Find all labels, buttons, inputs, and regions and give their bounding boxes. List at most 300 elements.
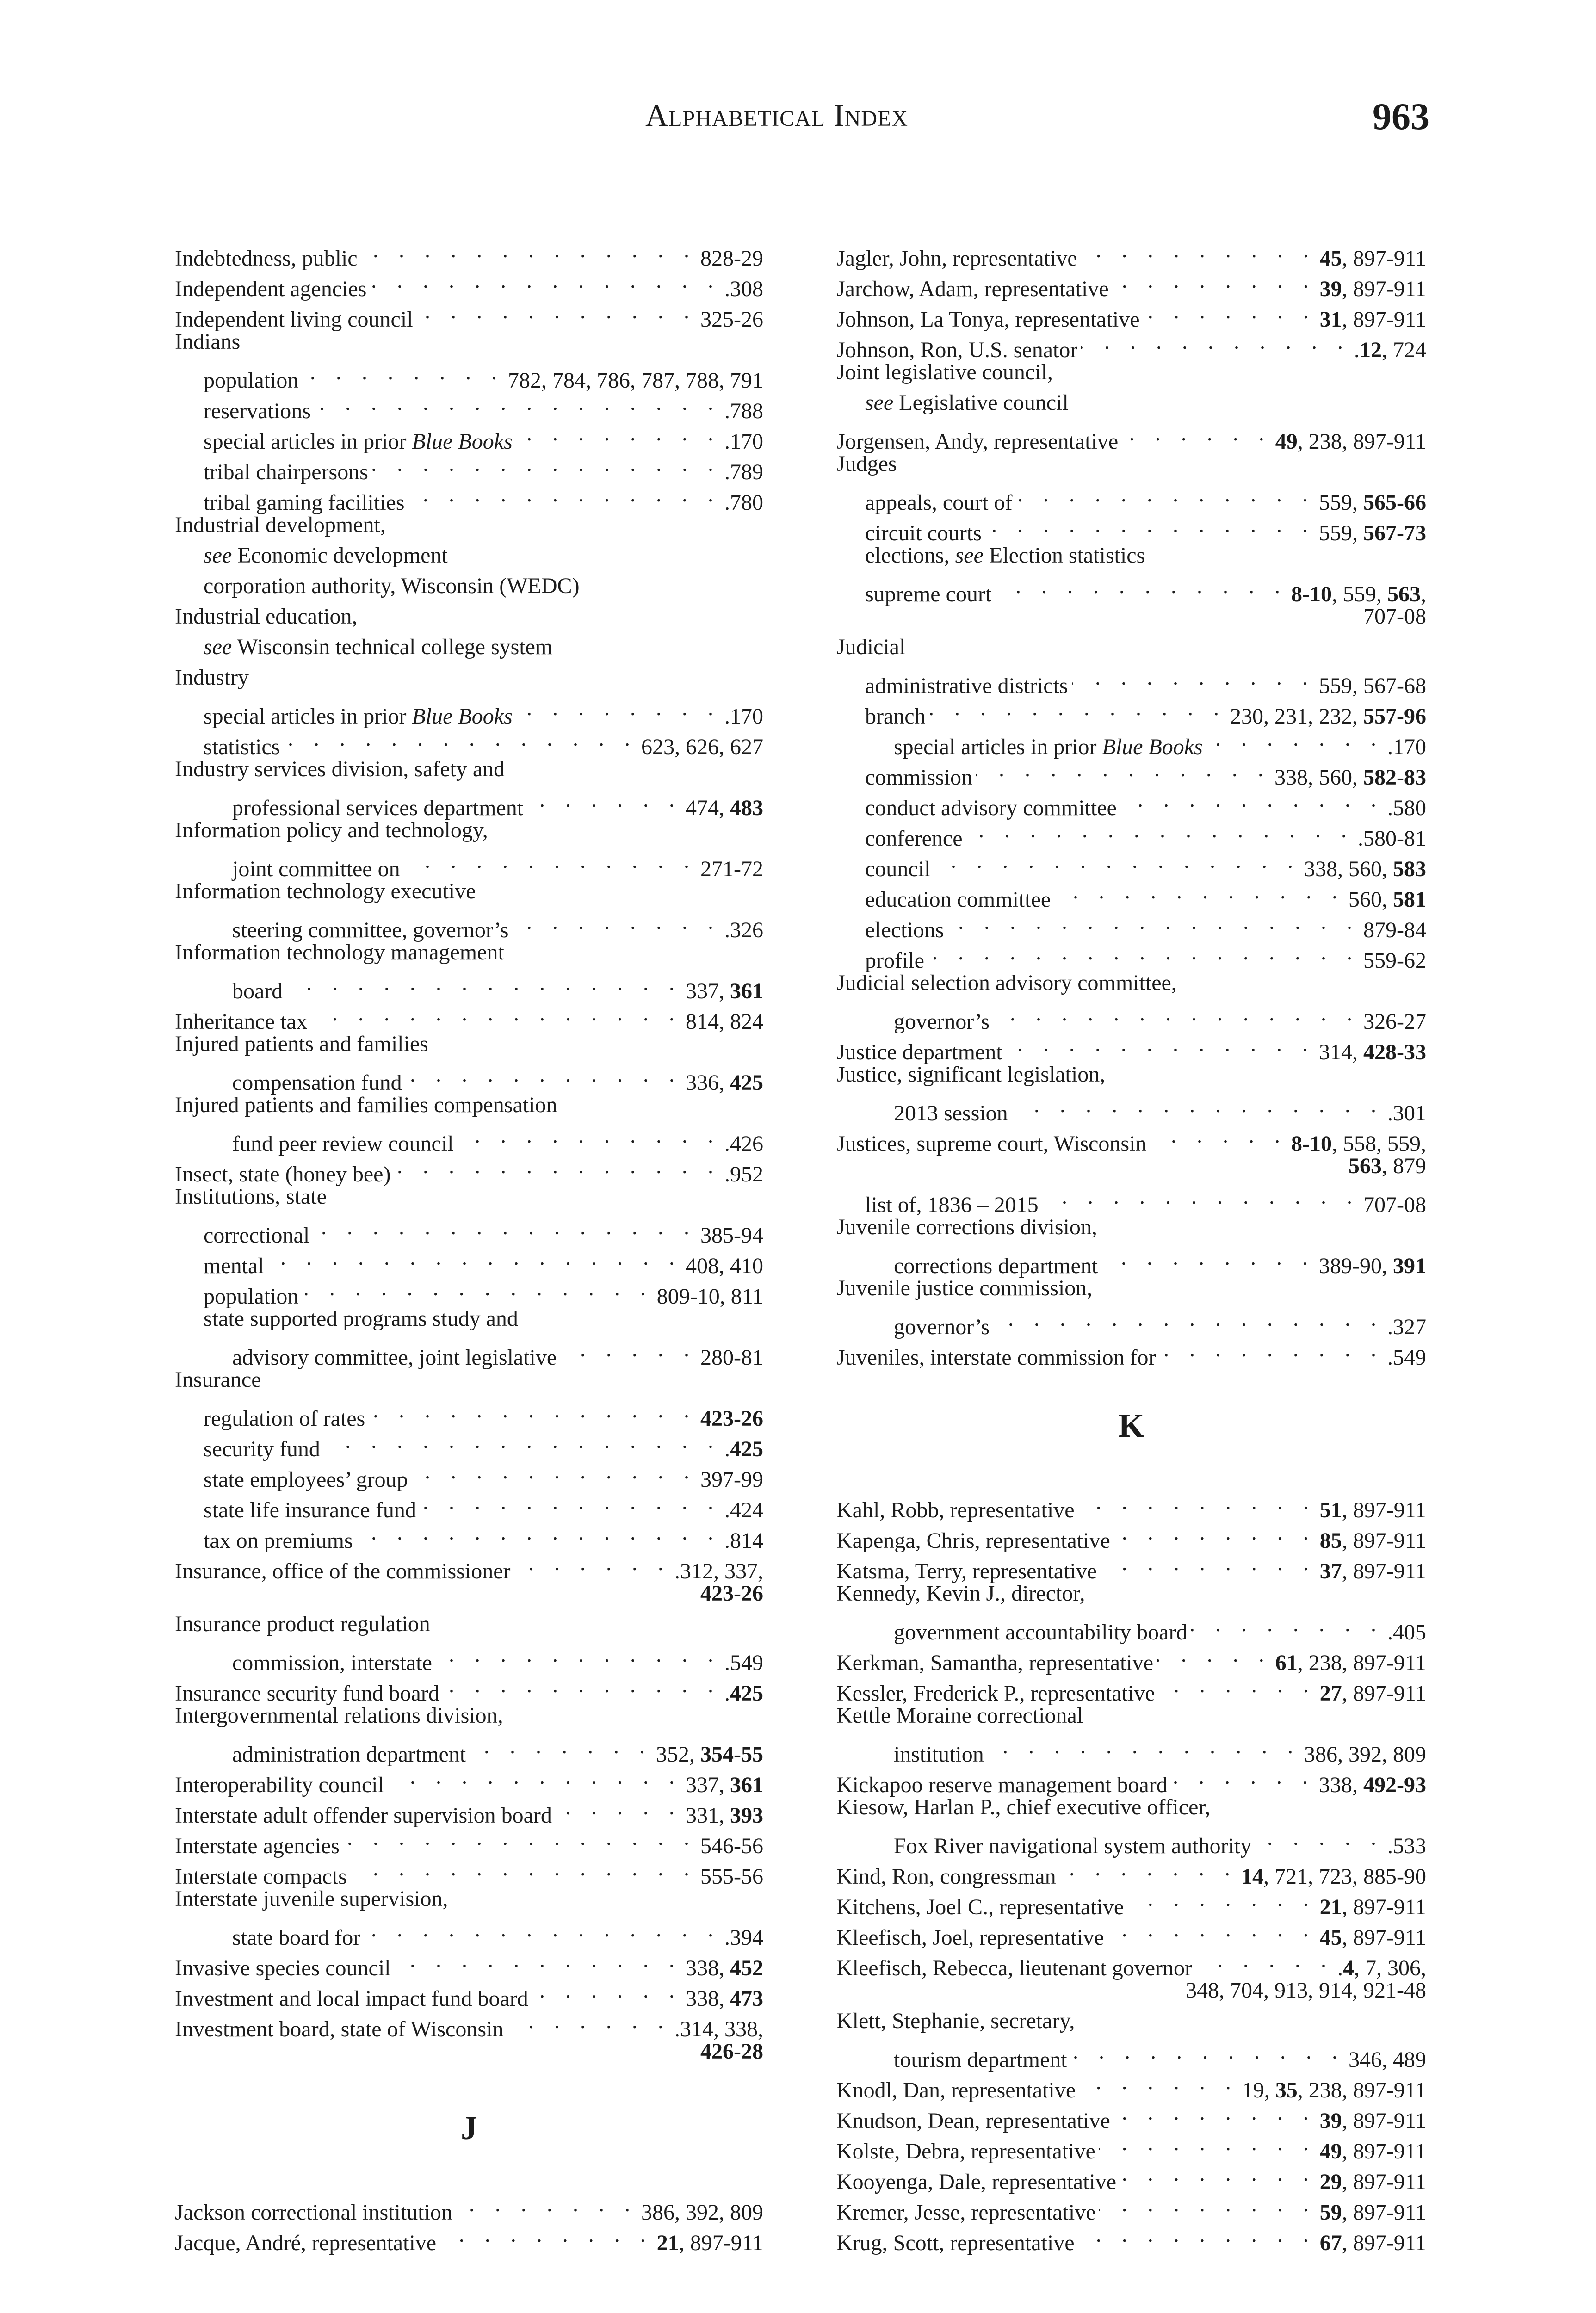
entry-pages: 408, 410 xyxy=(686,1254,763,1278)
entry-pages: 809-10, 811 xyxy=(656,1284,763,1309)
entry-pages: .549 xyxy=(1387,1345,1426,1370)
entry-term: professional services department xyxy=(232,796,524,820)
index-entry xyxy=(836,1334,1426,1370)
entry-term: institution xyxy=(894,1742,984,1767)
index-entry xyxy=(175,1273,763,1309)
index-entry xyxy=(175,754,763,820)
entry-pages: .425 xyxy=(724,1437,763,1461)
index-entry xyxy=(836,1884,1426,1919)
index-entry xyxy=(175,1395,763,1431)
entry-line xyxy=(836,2220,1426,2255)
index-entry xyxy=(175,1823,763,1858)
entry-term: government accountability board xyxy=(894,1620,1188,1645)
entry-term: joint committee on xyxy=(232,857,400,881)
entry-term: Judicial xyxy=(836,635,906,659)
entry-pages: 336, 425 xyxy=(686,1070,763,1095)
entry-pages: .314, 338, xyxy=(674,2017,763,2041)
entry-line xyxy=(175,449,763,484)
entry-term: commission, interstate xyxy=(232,1651,432,1675)
dot-leader xyxy=(527,785,682,815)
dot-leader xyxy=(516,693,721,724)
entry-line xyxy=(836,1731,1426,1767)
index-entry xyxy=(836,449,1426,479)
entry-line xyxy=(836,2189,1426,2225)
entry-pages: .170 xyxy=(724,429,763,454)
index-entry xyxy=(836,724,1426,759)
index-entry xyxy=(836,1639,1426,1675)
entry-line xyxy=(836,1029,1426,1064)
entry-line xyxy=(836,1670,1426,1706)
entry-line xyxy=(836,1578,1426,1609)
dot-leader xyxy=(516,418,721,449)
entry-line xyxy=(836,1823,1426,1858)
entry-pages: 280-81 xyxy=(700,1345,763,1370)
index-entry xyxy=(836,357,1426,418)
entry-term: Insurance security fund board xyxy=(175,1681,439,1706)
entry-line xyxy=(175,754,763,785)
entry-line xyxy=(836,235,1426,271)
entry-term: conference xyxy=(865,826,963,851)
entry-term: corrections department xyxy=(894,1254,1098,1278)
dot-leader xyxy=(934,846,1300,876)
entry-pages: 352, 354-55 xyxy=(656,1742,763,1767)
index-entry xyxy=(175,815,763,881)
index-entry xyxy=(836,1670,1426,1706)
entry-pages: 386, 392, 809 xyxy=(1304,1742,1426,1767)
entry-pages: .170 xyxy=(1387,735,1426,759)
dot-leader xyxy=(556,1792,682,1823)
entry-term: steering committee, governor’s xyxy=(232,918,509,942)
entry-pages: 560, 581 xyxy=(1349,887,1426,912)
entry-pages: .394 xyxy=(724,1925,763,1950)
dot-leader xyxy=(1114,1517,1316,1548)
entry-pages: 31, 897-911 xyxy=(1319,307,1426,332)
dot-leader xyxy=(311,998,682,1029)
entry-line xyxy=(836,1701,1426,1731)
entry-term: Jorgensen, Andy, representative xyxy=(836,429,1119,454)
entry-term: Kolste, Debra, representative xyxy=(836,2139,1095,2164)
letter-heading: J xyxy=(461,2109,477,2146)
index-entry xyxy=(836,1059,1426,1126)
dot-leader xyxy=(1071,2036,1345,2067)
entry-line xyxy=(175,662,763,693)
index-entry xyxy=(836,907,1426,942)
dot-leader xyxy=(514,1548,671,1578)
entry-line xyxy=(836,998,1426,1034)
entry-line xyxy=(836,1914,1426,1950)
entry-term: Jacque, André, representative xyxy=(175,2231,437,2255)
entry-line xyxy=(175,846,763,881)
entry-line xyxy=(836,1120,1426,1156)
entry-pages: .952 xyxy=(724,1162,763,1187)
index-entry xyxy=(836,418,1426,454)
index-entry xyxy=(175,510,763,601)
entry-term: Johnson, Ron, U.S. senator xyxy=(836,338,1078,362)
index-entry xyxy=(175,235,763,271)
index-entry xyxy=(836,510,1426,545)
entry-line xyxy=(836,327,1426,362)
entry-term: Justice, significant legislation, xyxy=(836,1062,1106,1087)
dot-leader xyxy=(370,266,721,296)
entry-pages: 61, 238, 897-911 xyxy=(1275,1651,1426,1675)
index-entry xyxy=(836,1914,1426,1950)
entry-line xyxy=(175,1243,763,1278)
entry-term: administrative districts xyxy=(865,674,1068,698)
entry-line xyxy=(175,2006,763,2041)
entry-line xyxy=(175,1426,763,1461)
dot-leader xyxy=(369,1395,697,1426)
index-entry xyxy=(175,1792,763,1828)
index-entry xyxy=(175,388,763,423)
entry-line xyxy=(836,1243,1426,1278)
entry-term: Juvenile corrections division, xyxy=(836,1215,1097,1239)
page-number: 963 xyxy=(1373,95,1429,137)
index-entry xyxy=(836,693,1426,729)
entry-line xyxy=(836,449,1426,479)
entry-line xyxy=(836,1548,1426,1583)
entry-pages: 338, 473 xyxy=(686,1986,763,2011)
entry-term: tax on premiums xyxy=(204,1528,353,1553)
entry-pages: 338, 492-93 xyxy=(1319,1773,1426,1797)
dot-leader xyxy=(1060,1853,1237,1884)
entry-pages: 337, 361 xyxy=(686,979,763,1003)
entry-term: Kennedy, Kevin J., director, xyxy=(836,1581,1085,1606)
entry-term: Industrial development, xyxy=(175,513,386,537)
entry-pages: .533 xyxy=(1387,1834,1426,1858)
entry-line xyxy=(175,1823,763,1858)
entry-term: Juveniles, interstate commission for xyxy=(836,1345,1156,1370)
entry-pages: 39, 897-911 xyxy=(1319,2109,1426,2133)
entry-term: see Economic development xyxy=(204,543,448,568)
entry-line xyxy=(175,1701,763,1731)
dot-leader xyxy=(372,449,721,479)
entry-term: governor’s xyxy=(894,1009,990,1034)
index-entry xyxy=(175,1487,763,1522)
index-entry xyxy=(175,1853,763,1889)
entry-line xyxy=(175,1945,763,1980)
entry-line xyxy=(836,662,1426,698)
entry-term: Inheritance tax xyxy=(175,1009,308,1034)
entry-term: tribal chairpersons xyxy=(204,460,368,484)
dot-leader xyxy=(1016,479,1315,510)
entry-line xyxy=(175,1029,763,1059)
index-entry xyxy=(836,327,1426,362)
entry-pages: .12, 724 xyxy=(1354,338,1426,362)
entry-term: Kooyenga, Dale, representative xyxy=(836,2170,1117,2194)
index-entry xyxy=(836,2128,1426,2164)
entry-line xyxy=(175,1609,763,1639)
entry-line xyxy=(836,1517,1426,1553)
entry-term: Interstate agencies xyxy=(175,1834,340,1858)
dot-leader xyxy=(966,815,1355,846)
entry-term: compensation fund xyxy=(232,1070,402,1095)
dot-leader xyxy=(1196,1945,1334,1975)
entry-pages: 21, 897-911 xyxy=(656,2231,763,2255)
index-entry xyxy=(836,632,1426,662)
index-entry xyxy=(836,540,1426,571)
entry-term: Jagler, John, representative xyxy=(836,246,1077,271)
dot-leader xyxy=(1078,1487,1316,1517)
entry-line xyxy=(836,1762,1426,1797)
dot-leader xyxy=(513,907,721,937)
entry-line xyxy=(836,418,1426,454)
dot-leader xyxy=(1120,2158,1316,2189)
index-column-left xyxy=(175,235,763,2255)
entry-line xyxy=(175,785,763,820)
index-entry xyxy=(175,1701,763,1767)
entry-term: state life insurance fund xyxy=(204,1498,416,1522)
entry-pages-continued: 423-26 xyxy=(700,1581,763,1606)
entry-term: Independent agencies xyxy=(175,277,367,301)
entry-pages: 326-27 xyxy=(1363,1009,1426,1034)
letter-heading: K xyxy=(1118,1407,1144,1444)
entry-line xyxy=(175,601,763,632)
entry-line xyxy=(836,388,1426,418)
index-entry xyxy=(175,1975,763,2011)
entry-line xyxy=(175,357,763,393)
index-entry xyxy=(175,1517,763,1553)
index-entry xyxy=(836,1762,1426,1797)
dot-leader xyxy=(1101,1243,1315,1273)
entry-term: security fund xyxy=(204,1437,320,1461)
index-entry xyxy=(175,1029,763,1095)
dot-leader xyxy=(286,968,682,998)
dot-leader xyxy=(1159,1670,1316,1701)
entry-term: regulation of rates xyxy=(204,1406,365,1431)
entry-term: 2013 session xyxy=(894,1101,1008,1126)
index-entry xyxy=(175,1762,763,1797)
index-entry xyxy=(175,357,763,393)
entry-line xyxy=(175,1792,763,1828)
index-entry xyxy=(836,1029,1426,1064)
entry-pages: .301 xyxy=(1387,1101,1426,1126)
entry-line xyxy=(175,479,763,515)
dot-leader xyxy=(1099,2128,1316,2158)
index-entry xyxy=(836,1792,1426,1858)
dot-leader xyxy=(313,1212,697,1243)
dot-leader xyxy=(1171,1762,1315,1792)
entry-term: Interoperability council xyxy=(175,1773,384,1797)
entry-pages: 474, 483 xyxy=(686,796,763,820)
entry-pages: 19, 35, 238, 897-911 xyxy=(1242,2078,1426,2103)
entry-pages: 14, 721, 723, 885-90 xyxy=(1241,1864,1426,1889)
index-entry xyxy=(836,2158,1426,2194)
dot-leader xyxy=(1012,1090,1384,1120)
entry-term: Interstate juvenile supervision, xyxy=(175,1886,448,1911)
entry-pages: .549 xyxy=(724,1651,763,1675)
index-entry xyxy=(175,449,763,484)
entry-term: Judges xyxy=(836,451,897,476)
entry-line xyxy=(836,540,1426,571)
dot-leader xyxy=(388,1762,682,1792)
entry-pages: 707-08 xyxy=(1363,1193,1426,1217)
dot-leader xyxy=(985,510,1315,540)
entry-line xyxy=(175,1517,763,1553)
dot-leader xyxy=(948,907,1360,937)
dot-leader xyxy=(1079,2067,1238,2097)
entry-term: Investment and local impact fund board xyxy=(175,1986,528,2011)
index-entry xyxy=(175,1609,763,1675)
entry-pages: 49, 897-911 xyxy=(1319,2139,1426,2164)
entry-term: profile xyxy=(865,948,924,973)
index-entry xyxy=(175,1365,763,1395)
entry-pages: .326 xyxy=(724,918,763,942)
entry-line xyxy=(836,1090,1426,1126)
index-entry xyxy=(836,2097,1426,2133)
entry-pages: .405 xyxy=(1387,1620,1426,1645)
dot-leader xyxy=(420,1487,721,1517)
entry-pages-continued: 707-08 xyxy=(1363,604,1426,629)
entry-line xyxy=(836,571,1426,606)
entry-term: governor’s xyxy=(894,1315,990,1339)
entry-pages: 338, 560, 582-83 xyxy=(1274,765,1426,790)
entry-pages: 39, 897-911 xyxy=(1319,277,1426,301)
entry-pages: .788 xyxy=(724,399,763,423)
index-entry xyxy=(175,1670,763,1706)
entry-term: Information technology executive xyxy=(175,879,476,903)
dot-leader xyxy=(351,1853,697,1884)
entry-pages: 814, 824 xyxy=(686,1009,763,1034)
entry-term: Katsma, Terry, representative xyxy=(836,1559,1097,1583)
dot-leader xyxy=(1081,327,1350,357)
entry-line xyxy=(836,2006,1426,2036)
entry-line xyxy=(836,907,1426,942)
entry-term: elections, see Election statistics xyxy=(865,543,1145,568)
entry-term: Juvenile justice commission, xyxy=(836,1276,1093,1300)
index-entry xyxy=(836,785,1426,820)
entry-term: conduct advisory committee xyxy=(865,796,1117,820)
index-column-right xyxy=(836,235,1426,2255)
dot-leader xyxy=(995,571,1287,601)
entry-term: Kitchens, Joel C., representative xyxy=(836,1895,1124,1919)
entry-pages: 397-99 xyxy=(700,1467,763,1492)
index-entry xyxy=(836,968,1426,1034)
dot-leader xyxy=(988,1731,1300,1762)
index-entry xyxy=(175,1090,763,1156)
dot-leader xyxy=(440,2220,653,2250)
entry-term: state employees’ group xyxy=(204,1467,408,1492)
entry-line xyxy=(175,1639,763,1675)
index-entry xyxy=(175,1884,763,1950)
entry-line xyxy=(836,846,1426,881)
entry-line xyxy=(836,693,1426,729)
entry-line xyxy=(175,998,763,1034)
entry-term: Kind, Ron, congressman xyxy=(836,1864,1056,1889)
entry-pages: 29, 897-911 xyxy=(1319,2170,1426,2194)
entry-term: special articles in prior Blue Books xyxy=(204,704,513,729)
dot-leader xyxy=(1113,266,1316,296)
entry-pages: 346, 489 xyxy=(1349,2047,1426,2072)
index-entry xyxy=(175,1456,763,1492)
entry-pages: .780 xyxy=(724,490,763,515)
entry-term: Interstate adult offender supervision board xyxy=(175,1803,552,1828)
index-entry xyxy=(836,1273,1426,1339)
dot-leader xyxy=(1006,1029,1315,1059)
index-entry xyxy=(175,876,763,942)
entry-line xyxy=(836,266,1426,301)
entry-term: Information technology management xyxy=(175,940,504,965)
entry-term: elections xyxy=(865,918,944,942)
dot-leader xyxy=(394,1151,721,1181)
entry-line xyxy=(175,724,763,759)
index-entry xyxy=(175,724,763,759)
entry-line xyxy=(175,1059,763,1095)
dot-leader xyxy=(1081,235,1316,266)
entry-term: appeals, court of xyxy=(865,490,1013,515)
index-entry xyxy=(836,2220,1426,2255)
entry-line xyxy=(836,1212,1426,1243)
entry-line xyxy=(836,876,1426,912)
entry-term: special articles in prior Blue Books xyxy=(894,735,1203,759)
index-entry xyxy=(836,876,1426,912)
dot-leader xyxy=(1206,724,1384,754)
entry-pages: 271-72 xyxy=(700,857,763,881)
index-entry xyxy=(175,327,763,357)
entry-term: statistics xyxy=(204,735,280,759)
entry-line xyxy=(175,1670,763,1706)
entry-pages: 338, 560, 583 xyxy=(1304,857,1426,881)
entry-term: Kettle Moraine correctional xyxy=(836,1703,1083,1728)
entry-term: Information policy and technology, xyxy=(175,818,488,842)
entry-term: Knodl, Dan, representative xyxy=(836,2078,1076,2103)
entry-line xyxy=(836,2097,1426,2133)
entry-term: correctional xyxy=(204,1223,310,1248)
dot-leader xyxy=(315,388,721,418)
running-head: Alphabetical Index xyxy=(645,98,909,133)
dot-leader xyxy=(417,296,697,327)
index-entry xyxy=(175,1945,763,1980)
entry-term: Jackson correctional institution xyxy=(175,2200,452,2225)
entry-term: Injured patients and families compensation xyxy=(175,1093,557,1117)
index-entry xyxy=(836,1487,1426,1522)
dot-leader xyxy=(976,754,1271,785)
index-entry xyxy=(175,418,763,454)
index-entry xyxy=(836,754,1426,790)
entry-term: Insect, state (honey bee) xyxy=(175,1162,391,1187)
entry-line xyxy=(175,1853,763,1889)
entry-pages: .580 xyxy=(1387,796,1426,820)
dot-leader xyxy=(343,1823,697,1853)
entry-line xyxy=(175,1456,763,1492)
dot-leader xyxy=(404,846,697,876)
entry-pages: .170 xyxy=(724,704,763,729)
entry-line xyxy=(175,540,763,571)
dot-leader xyxy=(1255,1823,1384,1853)
entry-line xyxy=(175,235,763,271)
entry-term: Industry xyxy=(175,665,249,690)
entry-pages: .789 xyxy=(724,460,763,484)
entry-line xyxy=(836,1884,1426,1919)
entry-term: Interstate compacts xyxy=(175,1864,347,1889)
entry-line xyxy=(175,1212,763,1248)
entry-line xyxy=(836,1273,1426,1304)
entry-term: Investment board, state of Wisconsin xyxy=(175,2017,504,2041)
index-entry xyxy=(175,1548,763,1609)
entry-line xyxy=(175,1090,763,1120)
entry-line xyxy=(175,1334,763,1370)
entry-line xyxy=(175,1884,763,1914)
entry-pages: 879-84 xyxy=(1363,918,1426,942)
entry-term: education committee xyxy=(865,887,1051,912)
entry-term: Kerkman, Samantha, representative xyxy=(836,1651,1154,1675)
dot-leader xyxy=(1054,876,1345,907)
entry-term: Krug, Scott, representative xyxy=(836,2231,1075,2255)
entry-line xyxy=(836,785,1426,820)
entry-line xyxy=(175,1914,763,1950)
dot-leader xyxy=(1191,1609,1384,1639)
entry-line xyxy=(175,632,763,662)
entry-pages: 623, 626, 627 xyxy=(641,735,763,759)
